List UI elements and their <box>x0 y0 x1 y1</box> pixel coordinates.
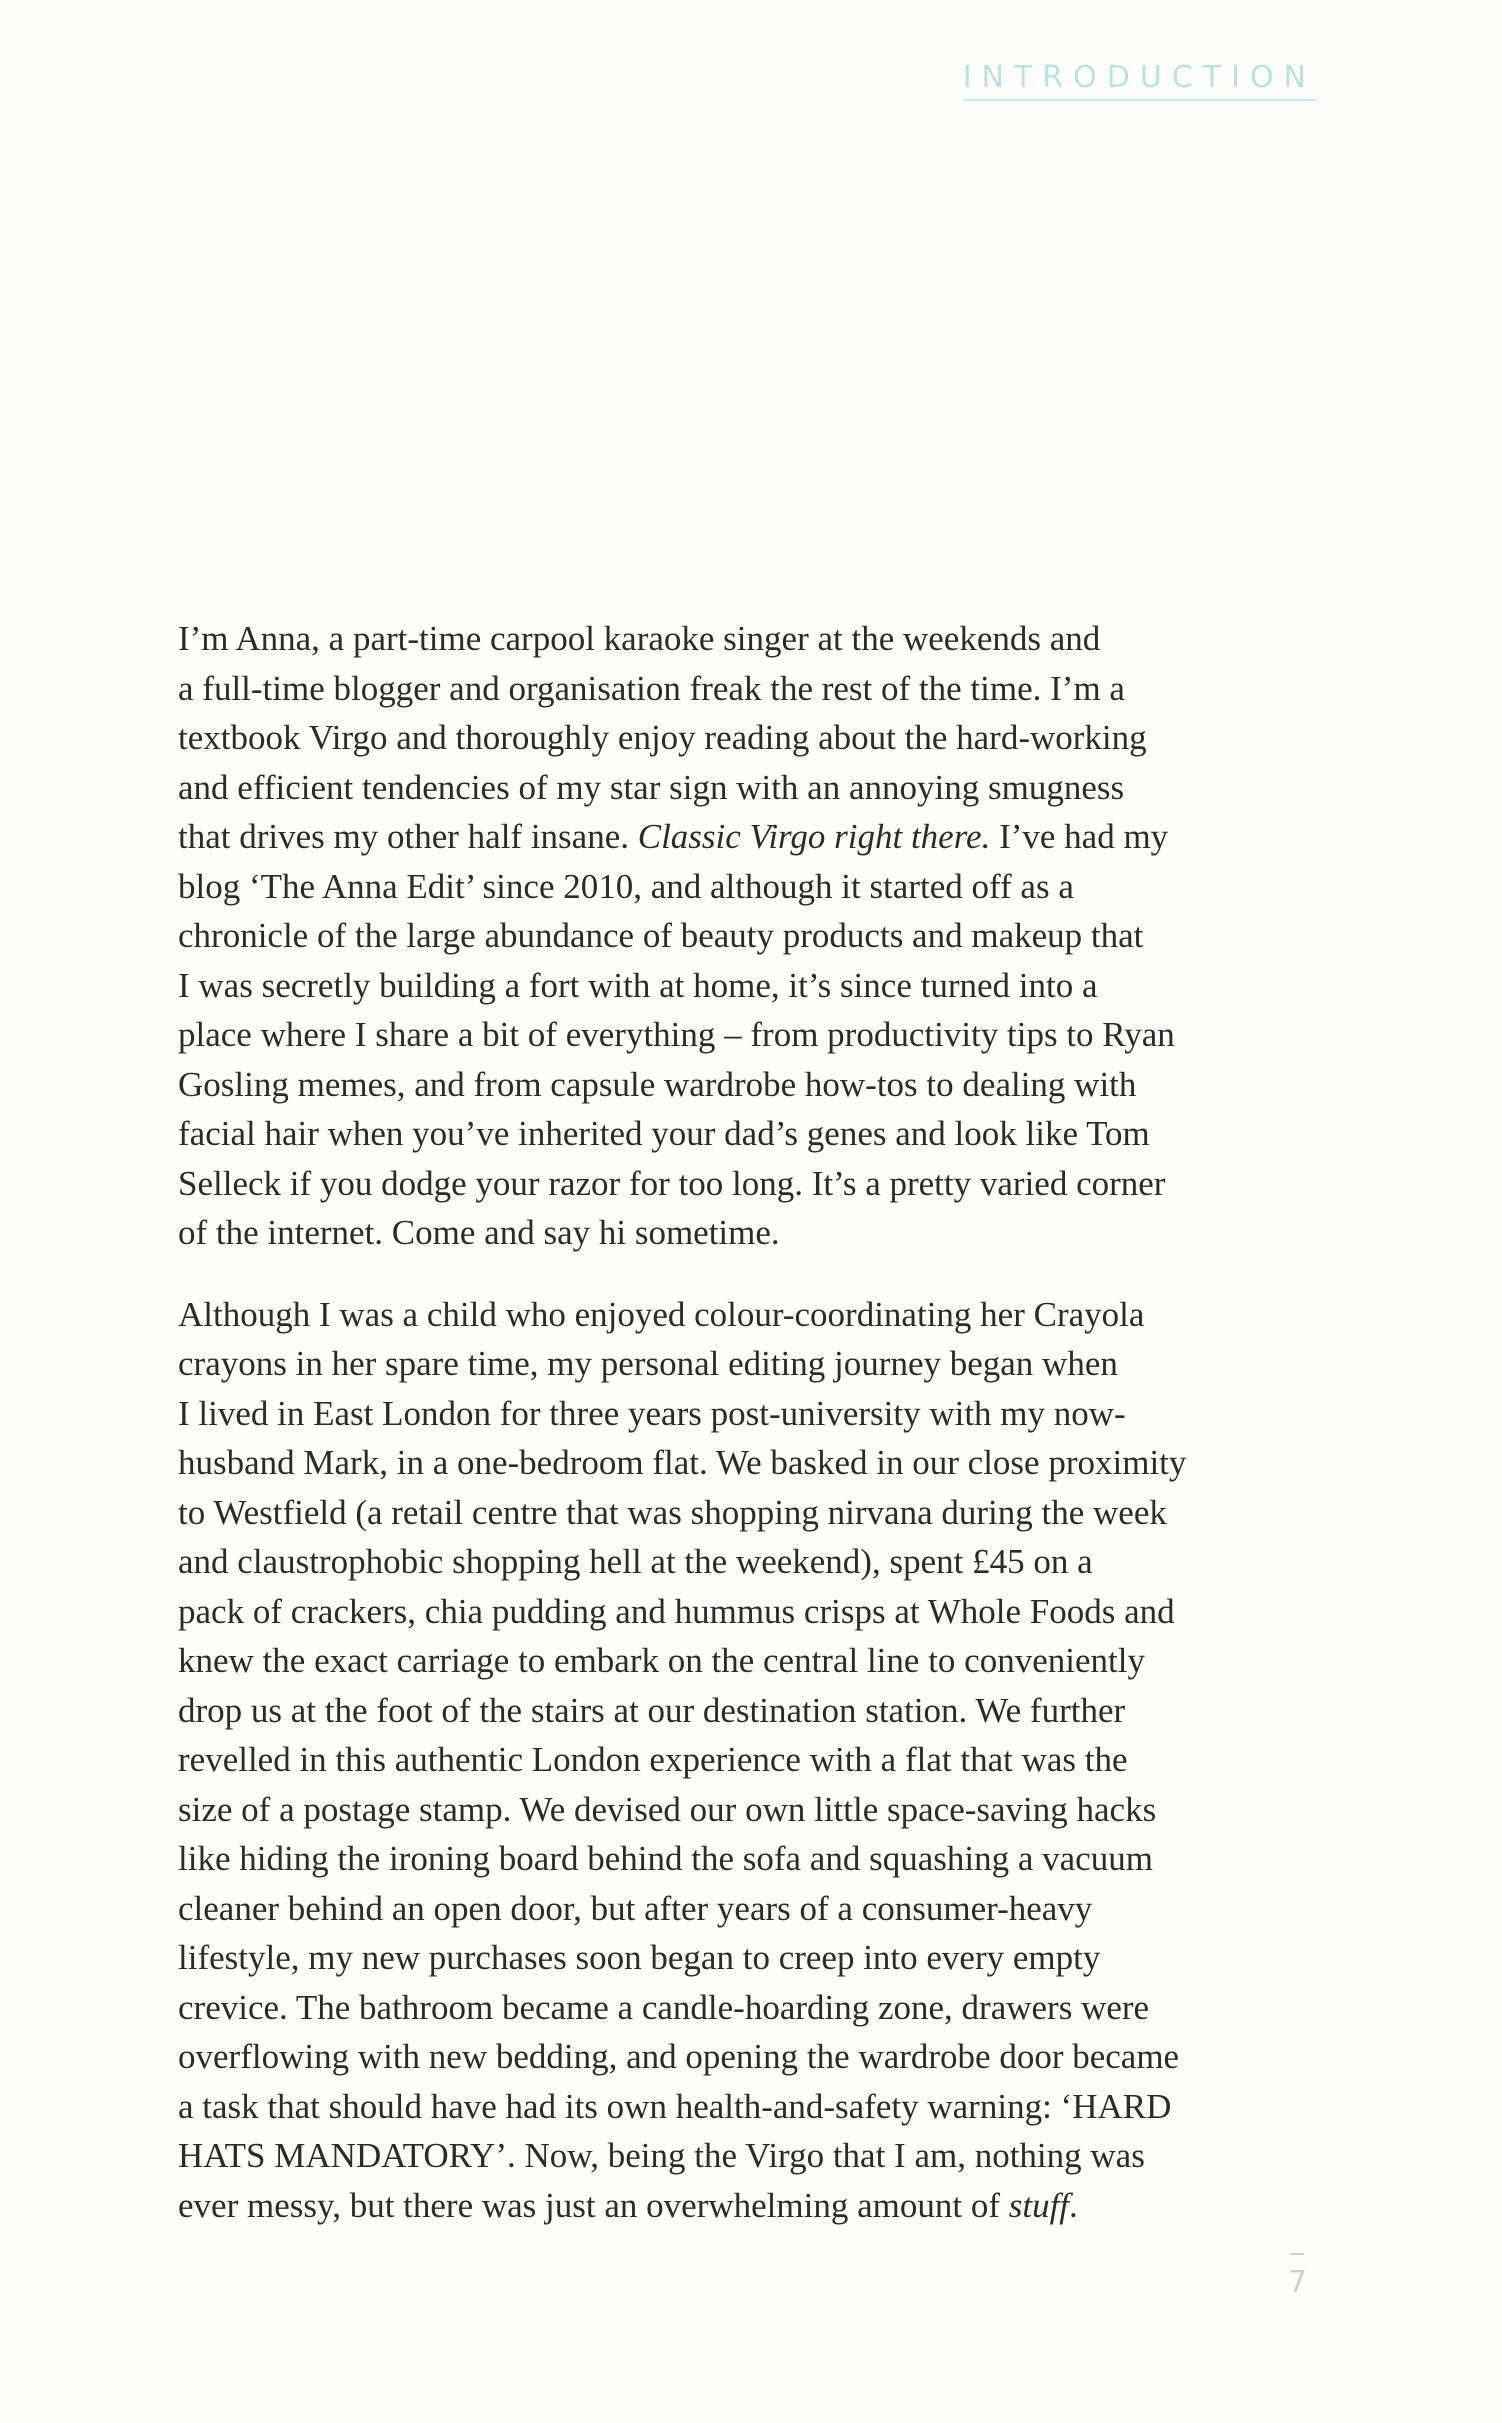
text-line: Selleck if you dodge your razor for too long. It’s a pretty varied corner <box>178 1163 1166 1203</box>
text-line: pack of crackers, chia pudding and hummus crisps at Whole Foods and <box>178 1591 1175 1631</box>
text-line: crayons in her spare time, my personal editing journey began when <box>178 1344 1118 1383</box>
italic-text-run: Classic Virgo right there. <box>637 817 991 856</box>
running-head-section-title: INTRODUCTION <box>963 60 1316 101</box>
text-line: drop us at the foot of the stairs at our destination station. We further <box>178 1690 1126 1730</box>
text-line: a full-time blogger and organisation freak the rest of the time. I’m a <box>178 668 1125 708</box>
text-line: I was secretly building a fort with at home, it’s since turned into a <box>178 965 1098 1005</box>
text-line: and efficient tendencies of my star sign with an annoying smugness <box>178 767 1125 807</box>
text-line: blog ‘The Anna Edit’ since 2010, and although it started off as a <box>178 866 1074 906</box>
text-line <box>178 2181 1348 2231</box>
body-text <box>178 614 1348 2230</box>
text-line: textbook Virgo and thoroughly enjoy reading about the hard-working <box>178 718 1147 757</box>
text-run: ever messy, but there was just an overwhelming amount of <box>178 2185 1009 2225</box>
text-line: I lived in East London for three years post-university with my now- <box>178 1393 1126 1433</box>
text-line: crevice. The bathroom became a candle-hoarding zone, drawers were <box>178 1987 1150 2027</box>
text-line: place where I share a bit of everything – from productivity tips to Ryan <box>178 1015 1175 1054</box>
text-line: to Westfield (a retail centre that was shopping nirvana during the week <box>178 1492 1167 1532</box>
text-line: Although I was a child who enjoyed colour-coordinating her Crayola <box>178 1294 1145 1334</box>
text-line: cleaner behind an open door, but after years of a consumer-heavy <box>178 1888 1093 1928</box>
text-line: overflowing with new bedding, and opening the wardrobe door became <box>178 2037 1180 2076</box>
text-run: I’ve had my <box>990 817 1169 856</box>
text-run: that drives my other half insane. <box>178 817 638 856</box>
text-line: facial hair when you’ve inherited your dad’s genes and look like Tom <box>178 1114 1150 1153</box>
italic-text-run: stuff <box>1008 2185 1070 2225</box>
page-number-tick <box>1290 2253 1304 2255</box>
page-number <box>1288 2253 1307 2300</box>
text-line: chronicle of the large abundance of beauty products and makeup that <box>178 916 1144 955</box>
text-line: knew the exact carriage to embark on the central line to conveniently <box>178 1641 1145 1680</box>
text-line <box>178 812 1348 862</box>
text-line: a task that should have had its own health-and-safety warning: ‘HARD <box>178 2086 1172 2126</box>
text-line: HATS MANDATORY’. Now, being the Virgo that I am, nothing was <box>178 2136 1145 2175</box>
text-line: Gosling memes, and from capsule wardrobe how-tos to dealing with <box>178 1064 1137 1104</box>
text-line: of the internet. Come and say hi sometime. <box>178 1213 780 1252</box>
page-number-value: 7 <box>1287 2265 1307 2300</box>
paragraph <box>178 1290 1348 2231</box>
text-line: husband Mark, in a one-bedroom flat. We basked in our close proximity <box>178 1443 1187 1482</box>
text-run: . <box>1069 2185 1078 2225</box>
text-line: and claustrophobic shopping hell at the weekend), spent £45 on a <box>178 1542 1093 1581</box>
text-line: like hiding the ironing board behind the sofa and squashing a vacuum <box>178 1839 1153 1878</box>
paragraph <box>178 614 1348 1258</box>
text-line: size of a postage stamp. We devised our own little space-saving hacks <box>178 1789 1157 1829</box>
text-line: lifestyle, my new purchases soon began to creep into every empty <box>178 1938 1101 1977</box>
text-line: I’m Anna, a part-time carpool karaoke singer at the weekends and <box>178 619 1101 658</box>
text-line: revelled in this authentic London experience with a flat that was the <box>178 1740 1128 1779</box>
